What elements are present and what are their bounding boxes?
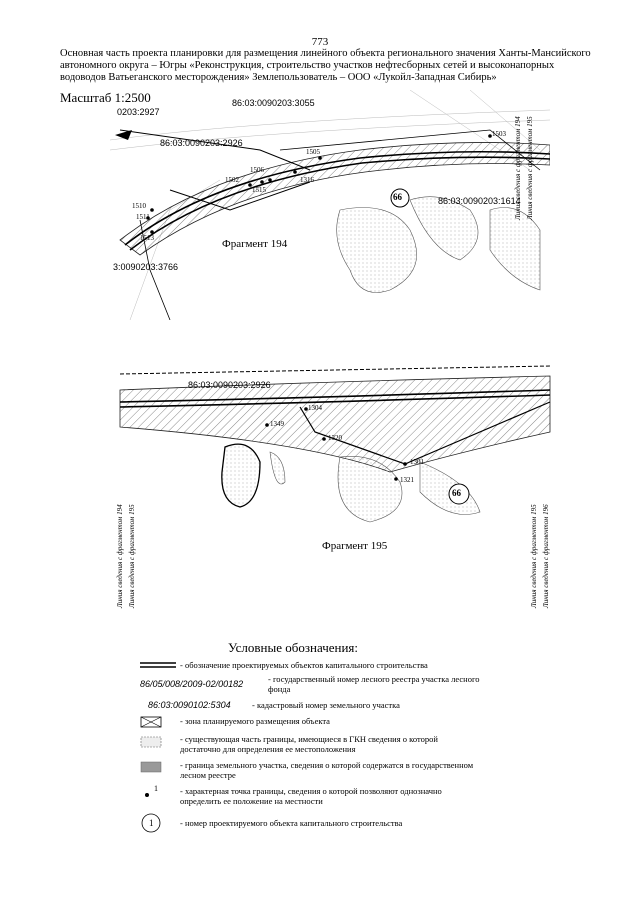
legend-text: - зона планируемого размещения объекта (180, 716, 330, 726)
side-label-196-right: Линия сведения с фрагментом 196 (542, 504, 550, 608)
parcel-label: 86:03:0090203:3055 (232, 98, 315, 108)
legend-title: Условные обозначения: (228, 640, 359, 655)
legend-item-projected-object (140, 660, 500, 672)
legend-item-object-number (140, 812, 500, 834)
parcel-label: 86:03:0090203:2926 (188, 380, 271, 390)
point-label: 1506 (250, 166, 264, 174)
point-label: 1510 (132, 202, 146, 210)
legend-text: - номер проектируемого объекта капитального строительства (180, 818, 403, 828)
object-number: 66 (452, 488, 461, 498)
point-label: 1301 (410, 458, 424, 466)
legend-text: - характерная точка границы, сведения о которой позволяют однозначно определить ее положение на местности (180, 786, 442, 806)
point-label: 1503 (492, 130, 506, 138)
circle-symbol-label: 1 (149, 818, 154, 828)
double-line-symbol (140, 660, 176, 670)
page-number: 773 (311, 36, 329, 48)
map-fragment-195 (110, 362, 570, 612)
point-label: 1320 (328, 434, 342, 442)
point-label: 1511 (136, 213, 150, 221)
point-label: 1316 (300, 176, 314, 184)
legend-item-boundary-point (140, 786, 500, 810)
side-label-195: Линия сведения с фрагментом 195 (128, 504, 136, 608)
point-label: 1349 (270, 420, 284, 428)
legend-text: - государственный номер лесного реестра участка лесного фонда (268, 674, 480, 694)
parcel-label: 3:0090203:3766 (113, 262, 179, 272)
legend-text: - кадастровый номер земельного участка (252, 700, 400, 710)
legend-text: - граница земельного участка, сведения о которой содержатся в государственном лесном реестре (180, 760, 474, 780)
legend-item-forest-boundary (140, 760, 500, 784)
legend-item-cadastral-number (140, 700, 500, 712)
object-number: 66 (393, 192, 402, 202)
hatched-box-symbol (140, 716, 162, 728)
dotted-box-symbol (140, 736, 162, 748)
fragment-caption: Фрагмент 194 (222, 238, 288, 250)
legend-text: - существующая часть границы, имеющиеся в ГКН сведения о которой достаточно для определения ее местоположения (180, 734, 438, 754)
point-label: 1515 (252, 186, 266, 194)
legend-item-existing-boundary (140, 734, 500, 758)
gray-box-symbol (140, 761, 162, 773)
boundary-point-symbol (140, 786, 162, 802)
point-label: 1505 (306, 148, 320, 156)
point-label: 1304 (308, 404, 322, 412)
map-fragment-194 (110, 90, 550, 320)
side-label-194: Линия сведения с фрагментом 194 (116, 504, 124, 608)
map-scale: Масштаб 1:2500 (60, 90, 151, 105)
legend-text: - обозначение проектируемых объектов капитального строительства (180, 660, 428, 670)
point-label: 1513 (140, 234, 154, 242)
parcel-label: 0203:2927 (117, 107, 160, 117)
forest-registry-code: 86/05/008/2009-02/00182 (140, 679, 244, 689)
cadastral-code: 86:03:0090102:5304 (148, 700, 231, 710)
fragment-caption: Фрагмент 195 (322, 540, 388, 552)
parcel-label: 86:03:0090203:1614 (438, 196, 521, 206)
document-title: Основная часть проекта планировки для размещения линейного объекта регионального значения Ханты-Мансийского автономного округа – Югры «Реконструкция, строительство участков нефтесборных сетей и высоконапорных водоводов Ватьеганского месторождения» Землепользователь – ООО «Лукойл-Западная Сибирь» (60, 48, 591, 83)
point-symbol-label: 1 (154, 784, 158, 793)
side-label-195: Линия сведения с фрагментом 195 (526, 116, 534, 220)
point-label: 1321 (400, 476, 414, 484)
legend-item-placement-zone (140, 716, 500, 728)
parcel-label: 86:03:0090203:2926 (160, 138, 243, 148)
legend-item-forest-registry (140, 674, 500, 698)
side-label-195-right: Линия сведения с фрагментом 195 (530, 504, 538, 608)
point-label: 1502 (225, 176, 239, 184)
side-label-194: Линия сведения с фрагментом 194 (514, 116, 522, 220)
